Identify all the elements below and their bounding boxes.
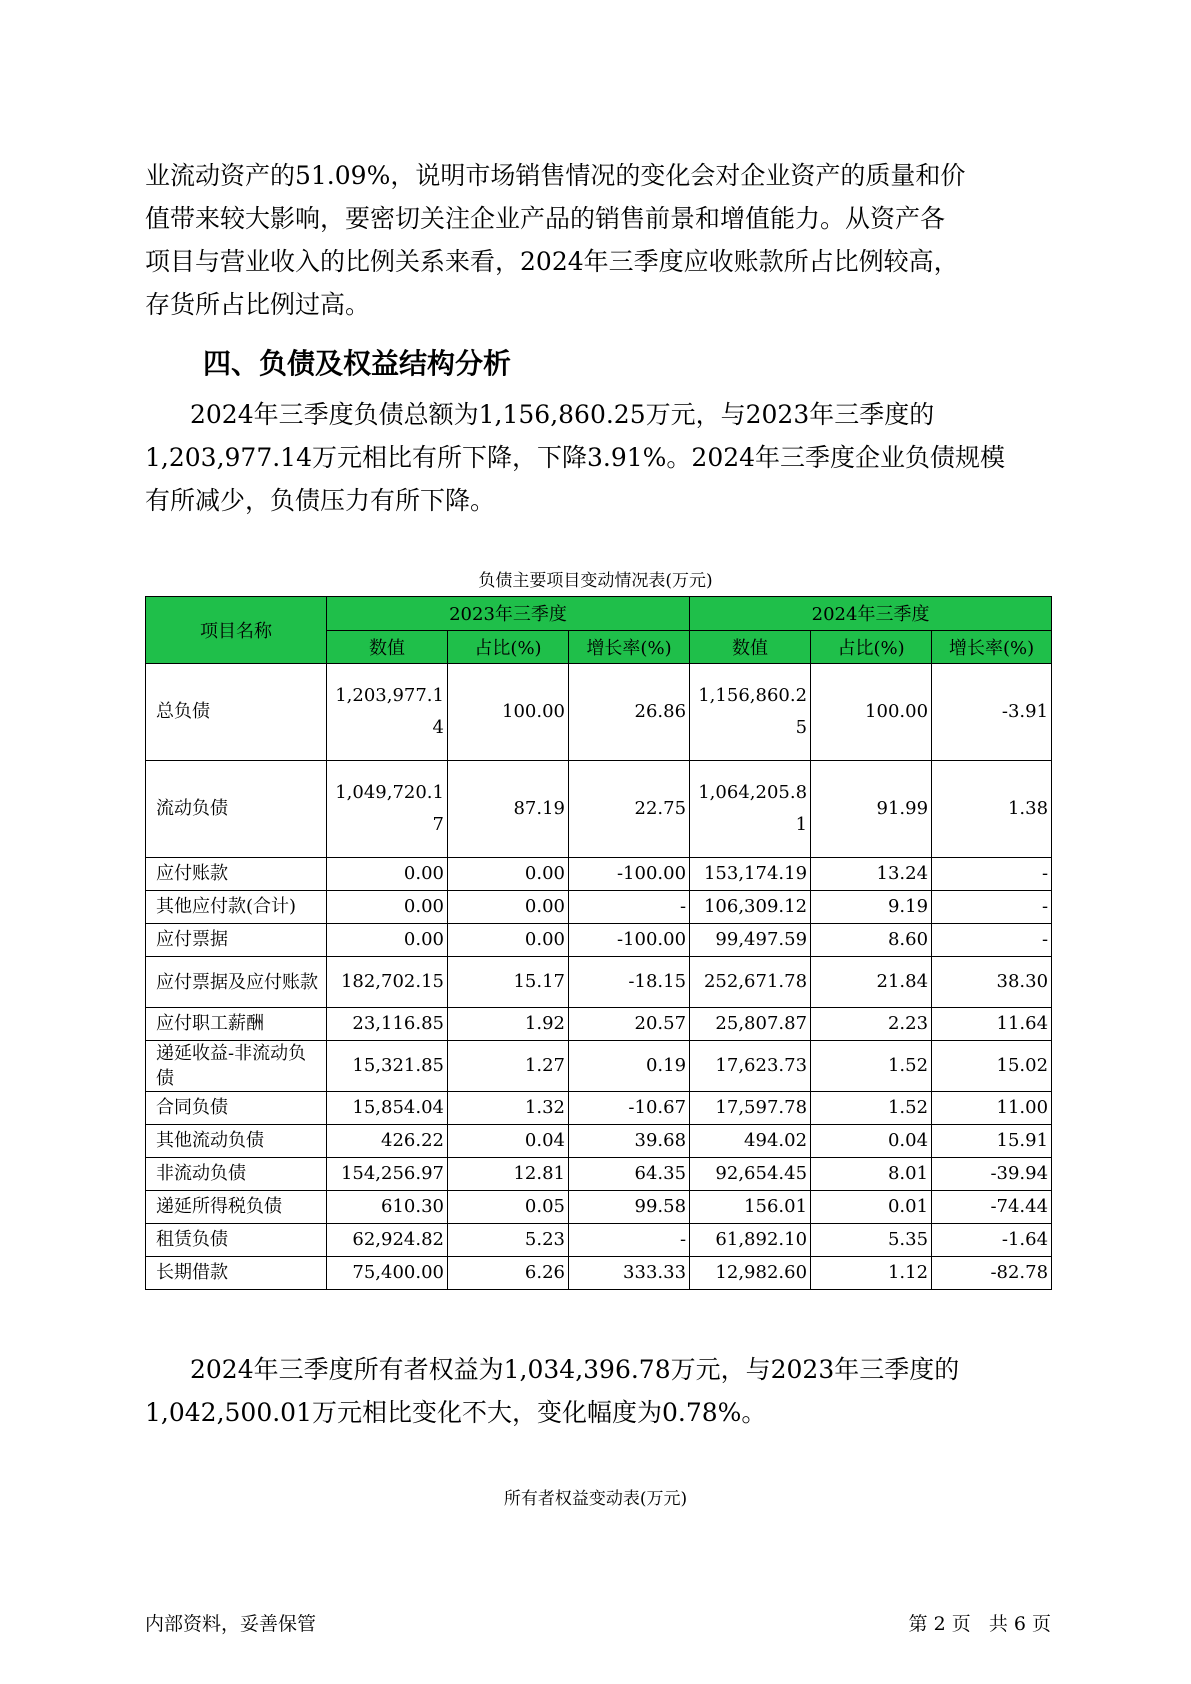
- table-row: [146, 1158, 1052, 1191]
- cell-share-2024: 13.24: [811, 858, 932, 891]
- row-name: 应付票据及应付账款: [146, 957, 327, 1008]
- paragraph-line: 有所减少，负债压力有所下降。: [145, 486, 496, 515]
- cell-growth-2024: 38.30: [932, 957, 1052, 1008]
- cell-share-2024: 0.04: [811, 1125, 932, 1158]
- cell-value-2023: 15,321.85: [327, 1041, 448, 1092]
- cell-growth-2023: 64.35: [569, 1158, 690, 1191]
- table-row: [146, 664, 1052, 761]
- cell-share-2024: 91.99: [811, 761, 932, 858]
- cell-value-2023: 23,116.85: [327, 1008, 448, 1041]
- cell-value-2024: 153,174.19: [690, 858, 811, 891]
- cell-growth-2023: 0.19: [569, 1041, 690, 1092]
- header-growth-2023: 增长率(%): [569, 630, 690, 664]
- row-name: 非流动负债: [146, 1158, 327, 1191]
- row-name: 租赁负债: [146, 1224, 327, 1257]
- cell-share-2024: 100.00: [811, 664, 932, 761]
- header-value-2023: 数值: [327, 630, 448, 664]
- cell-growth-2023: 99.58: [569, 1191, 690, 1224]
- cell-share-2023: 0.05: [448, 1191, 569, 1224]
- header-period-2023: 2023年三季度: [327, 597, 690, 631]
- cell-growth-2024: -: [932, 858, 1052, 891]
- paragraph-line: 1,042,500.01万元相比变化不大，变化幅度为0.78%。: [145, 1398, 767, 1427]
- cell-growth-2024: 15.91: [932, 1125, 1052, 1158]
- row-name: 总负债: [146, 664, 327, 761]
- header-share-2024: 占比(%): [811, 630, 932, 664]
- cell-value-2024: 156.01: [690, 1191, 811, 1224]
- cell-share-2023: 1.27: [448, 1041, 569, 1092]
- cell-share-2024: 8.60: [811, 924, 932, 957]
- cell-share-2024: 5.35: [811, 1224, 932, 1257]
- header-share-2023: 占比(%): [448, 630, 569, 664]
- table-row: [146, 1191, 1052, 1224]
- cell-value-2024: 61,892.10: [690, 1224, 811, 1257]
- cell-value-2023: 610.30: [327, 1191, 448, 1224]
- table-row: [146, 1092, 1052, 1125]
- cell-share-2024: 1.52: [811, 1092, 932, 1125]
- cell-growth-2023: 22.75: [569, 761, 690, 858]
- table-row: [146, 1224, 1052, 1257]
- row-name: 流动负债: [146, 761, 327, 858]
- cell-growth-2023: -10.67: [569, 1092, 690, 1125]
- row-name: 合同负债: [146, 1092, 327, 1125]
- header-item-name: 项目名称: [146, 597, 327, 664]
- paragraph-line: 值带来较大影响，要密切关注企业产品的销售前景和增值能力。从资产各: [145, 204, 946, 233]
- cell-value-2024: 1,064,205.81: [690, 761, 811, 858]
- cell-share-2024: 9.19: [811, 891, 932, 924]
- table-row: [146, 858, 1052, 891]
- cell-value-2024: 99,497.59: [690, 924, 811, 957]
- cell-growth-2023: -: [569, 1224, 690, 1257]
- cell-value-2023: 1,049,720.17: [327, 761, 448, 858]
- cell-value-2023: 182,702.15: [327, 957, 448, 1008]
- cell-growth-2024: -82.78: [932, 1257, 1052, 1290]
- cell-growth-2023: -: [569, 891, 690, 924]
- table-row: [146, 1257, 1052, 1290]
- cell-growth-2024: 1.38: [932, 761, 1052, 858]
- cell-value-2023: 0.00: [327, 858, 448, 891]
- table-row: [146, 1041, 1052, 1092]
- cell-share-2023: 100.00: [448, 664, 569, 761]
- cell-value-2023: 0.00: [327, 924, 448, 957]
- cell-value-2024: 1,156,860.25: [690, 664, 811, 761]
- cell-share-2023: 0.04: [448, 1125, 569, 1158]
- row-name: 应付职工薪酬: [146, 1008, 327, 1041]
- table-row: [146, 761, 1052, 858]
- liability-table-caption: 负债主要项目变动情况表(万元): [478, 571, 713, 591]
- cell-growth-2023: -18.15: [569, 957, 690, 1008]
- table-row: [146, 924, 1052, 957]
- cell-value-2023: 154,256.97: [327, 1158, 448, 1191]
- footer-page-number: 第 2 页 共 6 页: [908, 1613, 1051, 1635]
- row-name: 长期借款: [146, 1257, 327, 1290]
- cell-share-2024: 0.01: [811, 1191, 932, 1224]
- cell-growth-2024: -39.94: [932, 1158, 1052, 1191]
- cell-share-2024: 8.01: [811, 1158, 932, 1191]
- cell-share-2024: 1.52: [811, 1041, 932, 1092]
- cell-growth-2024: 15.02: [932, 1041, 1052, 1092]
- cell-value-2024: 12,982.60: [690, 1257, 811, 1290]
- cell-share-2023: 1.32: [448, 1092, 569, 1125]
- table-row: [146, 1125, 1052, 1158]
- cell-value-2023: 0.00: [327, 891, 448, 924]
- cell-share-2024: 2.23: [811, 1008, 932, 1041]
- cell-growth-2024: 11.64: [932, 1008, 1052, 1041]
- cell-growth-2023: 26.86: [569, 664, 690, 761]
- paragraph-line: 2024年三季度负债总额为1,156,860.25万元，与2023年三季度的: [190, 400, 935, 429]
- table-row: [146, 957, 1052, 1008]
- paragraph-line: 1,203,977.14万元相比有所下降，下降3.91%。2024年三季度企业负债规模: [145, 443, 1006, 472]
- row-name: 其他流动负债: [146, 1125, 327, 1158]
- cell-share-2023: 1.92: [448, 1008, 569, 1041]
- cell-growth-2024: 11.00: [932, 1092, 1052, 1125]
- paragraph-line: 项目与营业收入的比例关系来看，2024年三季度应收账款所占比例较高，: [145, 247, 959, 276]
- cell-value-2023: 62,924.82: [327, 1224, 448, 1257]
- cell-value-2024: 25,807.87: [690, 1008, 811, 1041]
- cell-value-2024: 17,597.78: [690, 1092, 811, 1125]
- row-name: 应付账款: [146, 858, 327, 891]
- cell-growth-2023: -100.00: [569, 858, 690, 891]
- cell-share-2023: 5.23: [448, 1224, 569, 1257]
- liability-paragraph: [145, 393, 1045, 522]
- cell-growth-2024: -1.64: [932, 1224, 1052, 1257]
- cell-value-2024: 494.02: [690, 1125, 811, 1158]
- row-name: 应付票据: [146, 924, 327, 957]
- header-value-2024: 数值: [690, 630, 811, 664]
- table-row: [146, 1008, 1052, 1041]
- cell-share-2023: 0.00: [448, 858, 569, 891]
- cell-share-2023: 87.19: [448, 761, 569, 858]
- liability-table: [145, 596, 1052, 1290]
- row-name: 递延收益-非流动负债: [146, 1041, 327, 1092]
- cell-share-2024: 21.84: [811, 957, 932, 1008]
- cell-growth-2024: -3.91: [932, 664, 1052, 761]
- row-name: 递延所得税负债: [146, 1191, 327, 1224]
- cell-share-2023: 15.17: [448, 957, 569, 1008]
- equity-paragraph: [145, 1348, 1045, 1434]
- section-heading: 四、负债及权益结构分析: [203, 347, 512, 380]
- paragraph-line: 存货所占比例过高。: [145, 290, 371, 319]
- table-row: [146, 891, 1052, 924]
- cell-growth-2023: 20.57: [569, 1008, 690, 1041]
- equity-table-caption: 所有者权益变动表(万元): [503, 1489, 688, 1509]
- cell-value-2024: 92,654.45: [690, 1158, 811, 1191]
- cell-value-2024: 106,309.12: [690, 891, 811, 924]
- cell-growth-2023: -100.00: [569, 924, 690, 957]
- cell-growth-2024: -: [932, 924, 1052, 957]
- cell-value-2024: 252,671.78: [690, 957, 811, 1008]
- cell-value-2023: 15,854.04: [327, 1092, 448, 1125]
- header-growth-2024: 增长率(%): [932, 630, 1052, 664]
- cell-share-2023: 0.00: [448, 891, 569, 924]
- header-period-2024: 2024年三季度: [690, 597, 1052, 631]
- cell-value-2023: 1,203,977.14: [327, 664, 448, 761]
- paragraph-line: 2024年三季度所有者权益为1,034,396.78万元，与2023年三季度的: [190, 1355, 960, 1384]
- cell-share-2023: 12.81: [448, 1158, 569, 1191]
- cell-value-2024: 17,623.73: [690, 1041, 811, 1092]
- footer-confidential-note: 内部资料，妥善保管: [145, 1613, 317, 1635]
- cell-growth-2024: -74.44: [932, 1191, 1052, 1224]
- cell-growth-2023: 39.68: [569, 1125, 690, 1158]
- cell-growth-2024: -: [932, 891, 1052, 924]
- cell-share-2024: 1.12: [811, 1257, 932, 1290]
- cell-value-2023: 75,400.00: [327, 1257, 448, 1290]
- cell-value-2023: 426.22: [327, 1125, 448, 1158]
- cell-growth-2023: 333.33: [569, 1257, 690, 1290]
- intro-paragraph: [145, 154, 1045, 326]
- cell-share-2023: 0.00: [448, 924, 569, 957]
- paragraph-line: 业流动资产的51.09%，说明市场销售情况的变化会对企业资产的质量和价: [145, 161, 966, 190]
- cell-share-2023: 6.26: [448, 1257, 569, 1290]
- row-name: 其他应付款(合计): [146, 891, 327, 924]
